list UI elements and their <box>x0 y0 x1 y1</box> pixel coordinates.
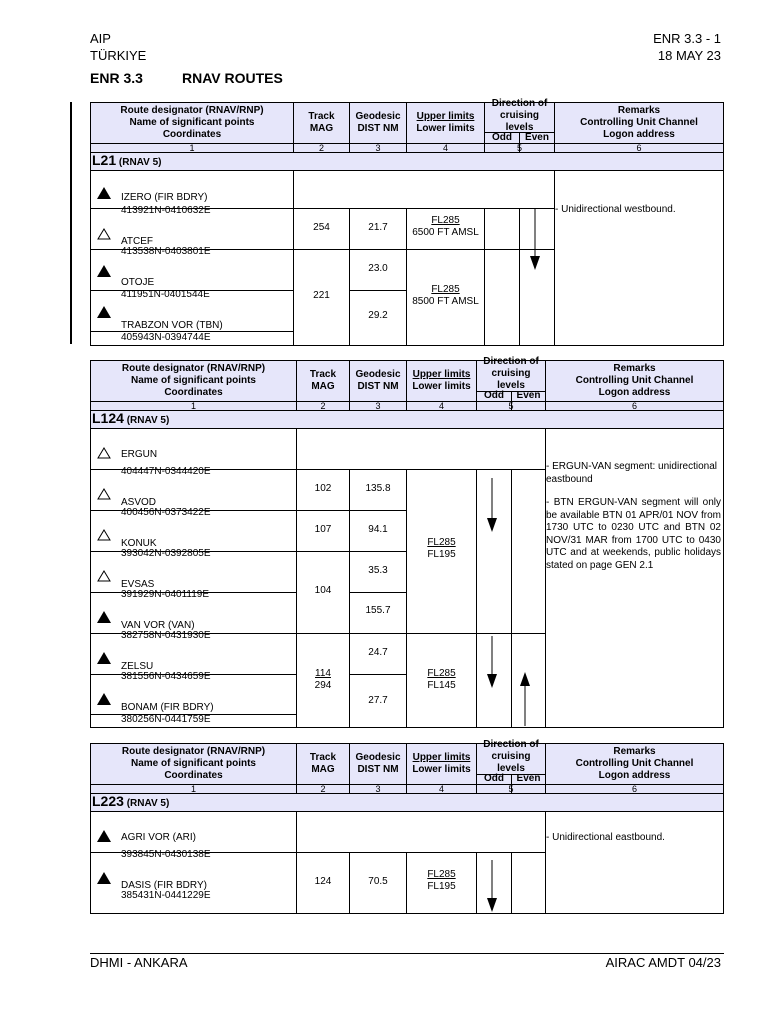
distance-value: 21.7 <box>368 222 388 233</box>
track-value: 254 <box>313 222 330 233</box>
open-triangle-icon <box>97 529 111 541</box>
track-value: 221 <box>313 290 330 301</box>
hdr-geodesic: Geodesic DIST NM <box>355 369 401 392</box>
point-name: ASVOD <box>121 497 157 508</box>
col-num: 1 <box>189 142 195 153</box>
open-triangle-icon <box>97 570 111 582</box>
limits-value: FL285 6500 FT AMSL <box>412 215 479 238</box>
col-num: 6 <box>636 142 642 153</box>
filled-triangle-icon <box>97 693 111 705</box>
hdr-even: Even <box>525 131 549 143</box>
distance-value: 27.7 <box>368 695 388 706</box>
open-triangle-icon <box>97 488 111 500</box>
col-num: 6 <box>631 783 637 794</box>
hdr-geodesic: Geodesic DIST NM <box>355 111 401 134</box>
section-title: RNAV ROUTES <box>182 70 283 86</box>
hdr-direction: Direction of cruising levels <box>483 739 539 774</box>
route-row-bg <box>91 410 723 428</box>
arrow-down-icon <box>486 860 498 914</box>
effective-date: 18 MAY 23 <box>657 48 721 63</box>
distance-value: 135.8 <box>365 483 391 494</box>
col-num: 3 <box>375 783 381 794</box>
point-coord: 400456N-0373422E <box>121 507 211 518</box>
remark-text: - ERGUN-VAN segment: unidirectional eastbound <box>546 461 717 485</box>
route-row-bg <box>91 793 723 811</box>
point-name: DASIS (FIR BDRY) <box>121 880 207 891</box>
filled-triangle-icon <box>97 652 111 664</box>
track-value: 114 294 <box>314 668 332 691</box>
col-num: 2 <box>320 783 326 794</box>
col-num: 5 <box>508 783 514 794</box>
hdr-remarks: Remarks Controlling Unit Channel Logon address <box>575 746 694 781</box>
hdr-limits: Upper limits Lower limits <box>416 111 475 134</box>
filled-triangle-icon <box>97 830 111 842</box>
hdr-direction: Direction of cruising levels <box>483 356 539 391</box>
point-name: IZERO (FIR BDRY) <box>121 192 208 203</box>
limits-value: FL285 FL145 <box>427 668 456 691</box>
hdr-route: Route designator (RNAV/RNP) Name of significant points Coordinates <box>121 746 266 781</box>
col-num: 3 <box>375 400 381 411</box>
point-coord: 413538N-0403801E <box>121 246 211 257</box>
track-value: 124 <box>314 876 332 887</box>
track-value: 104 <box>314 585 332 596</box>
col-num: 3 <box>375 142 381 153</box>
point-name: ATCEF <box>121 236 154 247</box>
col-num: 5 <box>508 400 514 411</box>
limits-value: FL285 FL195 <box>427 869 456 892</box>
point-coord: 380256N-0441759E <box>121 714 211 725</box>
point-coord: 411951N-0401544E <box>121 289 210 300</box>
aip-label: AIP <box>90 31 111 46</box>
col-num: 4 <box>438 783 444 794</box>
col-num: 4 <box>438 400 444 411</box>
point-coord: 405943N-0394744E <box>121 332 211 343</box>
remark-text: - Unidirectional eastbound. <box>546 832 665 843</box>
hdr-track: Track MAG <box>309 369 337 392</box>
point-coord: 391929N-0401119E <box>121 589 210 600</box>
point-name: TRABZON VOR (TBN) <box>121 320 223 331</box>
hdr-odd: Odd <box>484 773 504 784</box>
distance-value: 24.7 <box>368 647 388 658</box>
filled-triangle-icon <box>97 872 111 884</box>
hdr-track: Track MAG <box>308 111 335 134</box>
distance-value: 29.2 <box>368 310 388 321</box>
filled-triangle-icon <box>97 187 111 199</box>
hdr-odd: Odd <box>484 390 504 401</box>
footer-amendment: AIRAC AMDT 04/23 <box>605 955 721 970</box>
arrow-down-icon <box>486 478 498 534</box>
filled-triangle-icon <box>97 265 111 277</box>
col-num: 4 <box>442 142 448 153</box>
point-name: ERGUN <box>121 449 158 460</box>
route-row-bg <box>91 152 723 170</box>
limits-value: FL285 FL195 <box>427 537 456 560</box>
hdr-odd: Odd <box>492 131 512 143</box>
col-num: 1 <box>190 783 196 794</box>
hdr-direction: Direction of cruising levels <box>491 98 548 133</box>
hdr-route: Route designator (RNAV/RNP) Name of significant points Coordinates <box>121 363 266 398</box>
filled-triangle-icon <box>97 611 111 623</box>
col-num: 2 <box>318 142 324 153</box>
point-name: BONAM (FIR BDRY) <box>121 702 214 713</box>
col-num: 2 <box>320 400 326 411</box>
route-title-l223: L223 (RNAV 5) <box>92 793 170 809</box>
point-coord: 404447N-0344420E <box>121 466 211 477</box>
distance-value: 35.3 <box>368 565 388 576</box>
point-coord: 385431N-0441229E <box>121 890 211 901</box>
distance-value: 70.5 <box>368 876 388 887</box>
point-coord: 413921N-0410632E <box>121 205 211 216</box>
point-name: OTOJE <box>121 277 155 288</box>
country-label: TÜRKIYE <box>90 48 147 63</box>
route-title-l21: L21 (RNAV 5) <box>92 152 162 168</box>
point-name: ZELSU <box>121 661 154 672</box>
hdr-limits: Upper limits Lower limits <box>412 752 471 775</box>
point-coord: 382758N-0431930E <box>121 630 211 641</box>
arrow-down-icon <box>529 208 541 272</box>
distance-value: 94.1 <box>368 524 388 535</box>
section-number: ENR 3.3 <box>90 70 143 86</box>
point-coord: 393042N-0392805E <box>121 548 211 559</box>
hdr-route: Route designator (RNAV/RNP) Name of significant points Coordinates <box>120 105 264 140</box>
track-value: 102 <box>314 483 332 494</box>
route-title-l124: L124 (RNAV 5) <box>92 410 170 426</box>
amendment-bar <box>70 102 72 344</box>
hdr-limits: Upper limits Lower limits <box>412 369 471 392</box>
hdr-even: Even <box>516 390 541 401</box>
arrow-up-icon <box>519 670 531 726</box>
point-coord: 381556N-0434659E <box>121 671 211 682</box>
distance-value: 155.7 <box>365 605 391 616</box>
hdr-track: Track MAG <box>309 752 337 775</box>
point-name: VAN VOR (VAN) <box>121 620 195 631</box>
arrow-down-icon <box>486 636 498 690</box>
footer-publisher: DHMI - ANKARA <box>90 955 188 970</box>
open-triangle-icon <box>97 228 111 240</box>
col-num: 1 <box>190 400 196 411</box>
distance-value: 23.0 <box>368 263 388 274</box>
remark-text: - BTN ERGUN-VAN segment will only be available BTN 01 APR/01 NOV from 1730 UTC to 0230 UTC and BTN 02 NOV/31 MAR from 1700 UTC to 0430 UTC and at weekends, public holidays stated on page GEN 2.1 <box>546 497 721 571</box>
page-number: ENR 3.3 - 1 <box>653 31 721 46</box>
point-name: KONUK <box>121 538 157 549</box>
open-triangle-icon <box>97 447 111 459</box>
footer-rule <box>90 953 724 954</box>
remark-text: - Unidirectional westbound. <box>555 204 676 215</box>
hdr-remarks: Remarks Controlling Unit Channel Logon address <box>575 363 694 398</box>
hdr-remarks: Remarks Controlling Unit Channel Logon address <box>580 105 698 140</box>
col-num: 6 <box>631 400 637 411</box>
point-name: EVSAS <box>121 579 155 590</box>
filled-triangle-icon <box>97 306 111 318</box>
limits-value: FL285 8500 FT AMSL <box>412 284 479 307</box>
col-num: 5 <box>516 142 522 153</box>
point-coord: 393845N-0430138E <box>121 849 211 860</box>
hdr-geodesic: Geodesic DIST NM <box>355 752 401 775</box>
point-name: AGRI VOR (ARI) <box>121 832 197 843</box>
track-value: 107 <box>314 524 332 535</box>
hdr-even: Even <box>516 773 541 784</box>
